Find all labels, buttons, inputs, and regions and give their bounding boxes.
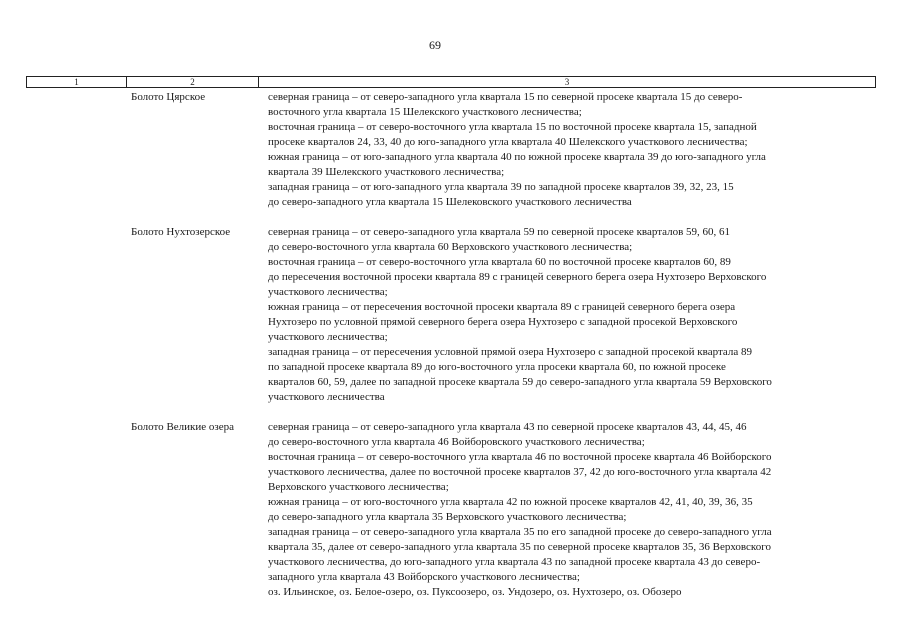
boundary-description-cell (268, 420, 878, 600)
boundary-line: северная граница – от северо-западного угла квартала 43 по северной просеке кварталов 43, 44, 45, 46 (268, 421, 747, 433)
boundary-line: квартала 35, далее от северо-западного угла квартала 35 по северной просеке кварталов 35, 36 Верховского (268, 541, 771, 553)
boundary-line: Нухтозеро по условной прямой северного берега озера Нухтозеро с западной просекой Верховского (268, 316, 738, 328)
object-name-cell (131, 90, 261, 105)
table-row (0, 225, 905, 405)
boundary-line: участкового лесничества (268, 391, 385, 403)
object-name-cell (131, 420, 261, 435)
column-header-1: 1 (27, 77, 127, 87)
boundary-line: восточная граница – от северо-восточного угла квартала 15 по восточной просеке квартала 15, западной (268, 121, 757, 133)
boundary-line: западная граница – от пересечения условной прямой озера Нухтозеро с западной просекой квартала 89 (268, 346, 752, 358)
boundary-line: просеке кварталов 24, 33, 40 до юго-западного угла квартала 40 Шелекского участкового лесничества; (268, 136, 748, 148)
boundary-line: восточного угла квартала 15 Шелекского участкового лесничества; (268, 106, 582, 118)
boundary-line: до пересечения восточной просеки квартала 89 с границей северного берега озера Нухтозеро Верховского (268, 271, 767, 283)
boundary-line: северная граница – от северо-западного угла квартала 15 по северной просеке квартала 15 до северо- (268, 91, 743, 103)
boundary-description-cell (268, 225, 878, 405)
table-row (0, 420, 905, 600)
boundary-line: кварталов 60, 59, далее по западной просеке квартала 59 до северо-западного угла квартала 59 Верховского (268, 376, 772, 388)
boundary-line: до северо-восточного угла квартала 46 Войборовского участкового лесничества; (268, 436, 645, 448)
boundary-line: по западной просеке квартала 89 до юго-восточного угла просеки квартала 60, по южной просеке (268, 361, 726, 373)
boundary-line: участкового лесничества, до юго-западного угла квартала 43 по западной просеке квартала 43 до северо- (268, 556, 761, 568)
column-header-2: 2 (127, 77, 259, 87)
boundary-line: северная граница – от северо-западного угла квартала 59 по северной просеке кварталов 59, 60, 61 (268, 226, 731, 238)
table-body (0, 90, 905, 600)
boundary-description-cell (268, 90, 878, 210)
object-name-line: Болото Цярское (131, 91, 206, 103)
column-header-3: 3 (564, 77, 570, 87)
boundary-line: участкового лесничества, далее по восточной просеке кварталов 37, 42 до юго-восточного угла квартала 42 (268, 466, 772, 478)
boundary-line: западная граница – от северо-западного угла квартала 35 по его западной просеке до северо-западного угла (268, 526, 772, 538)
page-number: 69 (429, 38, 441, 52)
boundary-line: до северо-западного угла квартала 15 Шелековского участкового лесничества (268, 196, 632, 208)
object-name-line: Великие озера (166, 421, 235, 433)
table-header-row (26, 76, 876, 88)
boundary-line: Верховского участкового лесничества; (268, 481, 449, 493)
boundary-line: участкового лесничества; (268, 286, 388, 298)
table-row (0, 90, 905, 210)
boundary-line: до северо-западного угла квартала 35 Верховского участкового лесничества; (268, 511, 627, 523)
boundary-line: западная граница – от юго-западного угла квартала 39 по западной просеке кварталов 39, 32, 23, 15 (268, 181, 734, 193)
boundary-line: западного угла квартала 43 Войборского участкового лесничества; (268, 571, 580, 583)
boundary-line: южная граница – от юго-восточного угла квартала 42 по южной просеке кварталов 42, 41, 40, 39, 36, 35 (268, 496, 753, 508)
boundary-line: квартала 39 Шелекского участкового лесничества; (268, 166, 505, 178)
object-name-line: Болото Нухтозерское (131, 226, 231, 238)
boundary-line: до северо-восточного угла квартала 60 Верховского участкового лесничества; (268, 241, 633, 253)
boundary-line: восточная граница – от северо-восточного угла квартала 60 по восточной просеке кварталов 60, 89 (268, 256, 731, 268)
boundary-line: восточная граница – от северо-восточного угла квартала 46 по восточной просеке квартала 46 Войборского (268, 451, 772, 463)
boundary-line: участкового лесничества; (268, 331, 388, 343)
object-name-cell (131, 225, 261, 240)
boundary-line: оз. Ильинское, оз. Белое-озеро, оз. Пуксоозеро, оз. Ундозеро, оз. Нухтозеро, оз. Обозеро (268, 586, 682, 598)
boundary-line: южная граница – от пересечения восточной просеки квартала 89 с границей северного берега озера (268, 301, 736, 313)
boundary-line: южная граница – от юго-западного угла квартала 40 по южной просеке квартала 39 до юго-западного угла (268, 151, 766, 163)
object-name-line: Болото (131, 421, 164, 433)
